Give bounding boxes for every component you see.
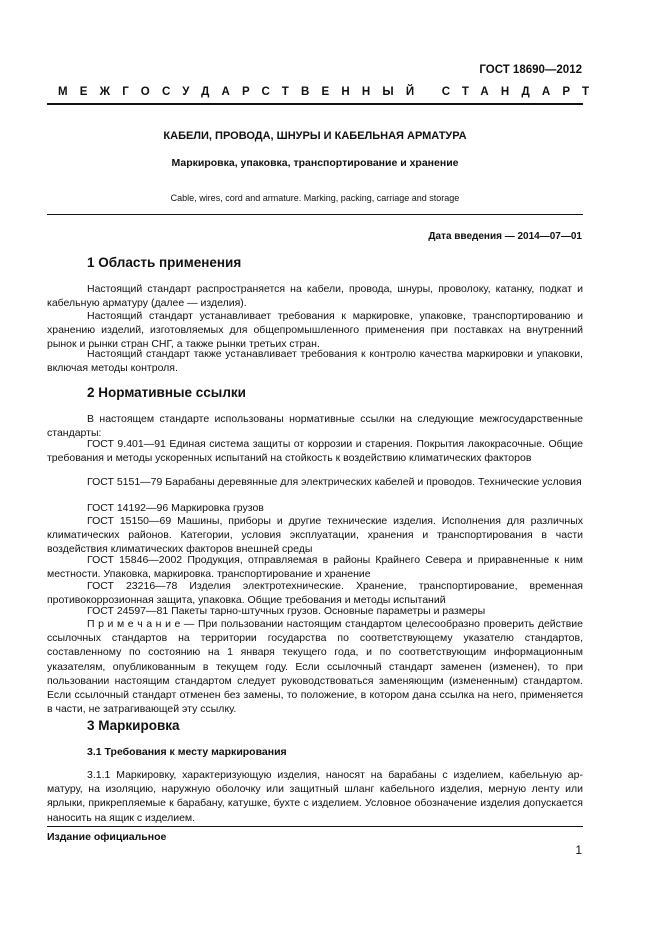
- header-rule: [47, 103, 583, 105]
- section-1-heading: 1 Область применения: [87, 255, 242, 270]
- reference-item: ГОСТ 23216—78 Изделия электротехнические. Хранение, транспортирование, временная противокоррозионная защита, упаковка. Общие требования и методы испытаний: [47, 580, 583, 607]
- document-title: КАБЕЛИ, ПРОВОДА, ШНУРЫ И КАБЕЛЬНАЯ АРМАТУРА: [163, 130, 467, 142]
- section-3-paragraph-1: 3.1.1 Маркировку, характеризующую изделия, наносят на барабаны с изделием, кабельную арматуру, на изоляцию, наружную оболочку или защитный шланг кабельного изделия, мерную ленту или ярлыки, прикрепляемые к барабану, катушке, бухте с изделием. Условное обозначение изделия допускается наносить на ящик с изделием.: [47, 769, 583, 824]
- section-1-paragraph-1: Настоящий стандарт распространяется на кабели, провода, шнуры, проволоку, катанку, подкат и кабельную арматуру (далее — изделия).: [47, 283, 583, 310]
- reference-item: ГОСТ 5151—79 Барабаны деревянные для электрических кабелей и проводов. Технические условия: [87, 476, 582, 488]
- introduction-date: Дата введения — 2014—07—01: [428, 231, 582, 242]
- subsection-3-1-heading: 3.1 Требования к месту маркирования: [87, 746, 287, 758]
- english-title: Cable, wires, cord and armature. Marking, packing, carriage and storage: [170, 193, 460, 203]
- reference-item: ГОСТ 14192—96 Маркировка грузов: [87, 502, 264, 514]
- interstate-standard-label: МЕЖГОСУДАРСТВЕННЫЙ СТАНДАРТ: [58, 86, 602, 98]
- document-number: ГОСТ 18690—2012: [479, 64, 582, 76]
- section-1-paragraph-2: Настоящий стандарт устанавливает требования к маркировке, упаковке, транспортированию и хранению изделий, изготовляемых для общепромышленного применения при поставках на внутренний рынок и рынки стран СНГ, а также рынки третьих стран.: [47, 310, 583, 351]
- title-rule: [47, 214, 583, 215]
- reference-item: ГОСТ 9.401—91 Единая система защиты от коррозии и старения. Покрытия лакокрасочные. Общие требования и методы ускоренных испытаний на стойкость к воздействию климатических факторов: [47, 438, 583, 465]
- official-edition-label: Издание официальное: [47, 831, 167, 843]
- reference-item: ГОСТ 24597—81 Пакеты тарно-штучных грузов. Основные параметры и размеры: [87, 605, 486, 617]
- document-subtitle: Маркировка, упаковка, транспортирование и хранение: [171, 157, 459, 169]
- section-1-paragraph-3: Настоящий стандарт также устанавливает требования к контролю качества маркировки и упаковки, включая методы контроля.: [47, 348, 583, 375]
- reference-item: ГОСТ 15846—2002 Продукция, отправляемая в районы Крайнего Севера и приравненные к ним местности. Упаковка, маркировка. транспортирование и хранение: [47, 554, 583, 581]
- section-2-heading: 2 Нормативные ссылки: [87, 385, 246, 400]
- section-3-heading: 3 Маркировка: [87, 718, 180, 733]
- reference-item: ГОСТ 15150—69 Машины, приборы и другие технические изделия. Исполнения для различных климатических районов. Категории, условия эксплуатации, хранения и транспортирования в части воздействия климатических факторов внешней среды: [47, 515, 583, 556]
- section-2-intro: В настоящем стандарте использованы нормативные ссылки на следующие межгосударственные стандарты:: [47, 413, 583, 440]
- footer-rule: [47, 826, 583, 827]
- references-note: П р и м е ч а н и е — При пользовании настоящим стандартом целесообразно проверить действие ссылочных стандартов на территории государства по соответствующему указателю стандартов, составленному по состоянию на 1 января текущего года, и по соответствующим информационным указателям, опубликованным в текущем году. Если ссылочный стандарт заменен (изменен), то при пользовании настоящим стандартом следует руководствоваться заменяющим (измененным) стандартом. Если ссылочный стандарт отменен без замены, то положение, в котором дана ссылка на него, применяется в части, не затрагивающей эту ссылку.: [47, 618, 583, 716]
- page-number: 1: [575, 843, 582, 857]
